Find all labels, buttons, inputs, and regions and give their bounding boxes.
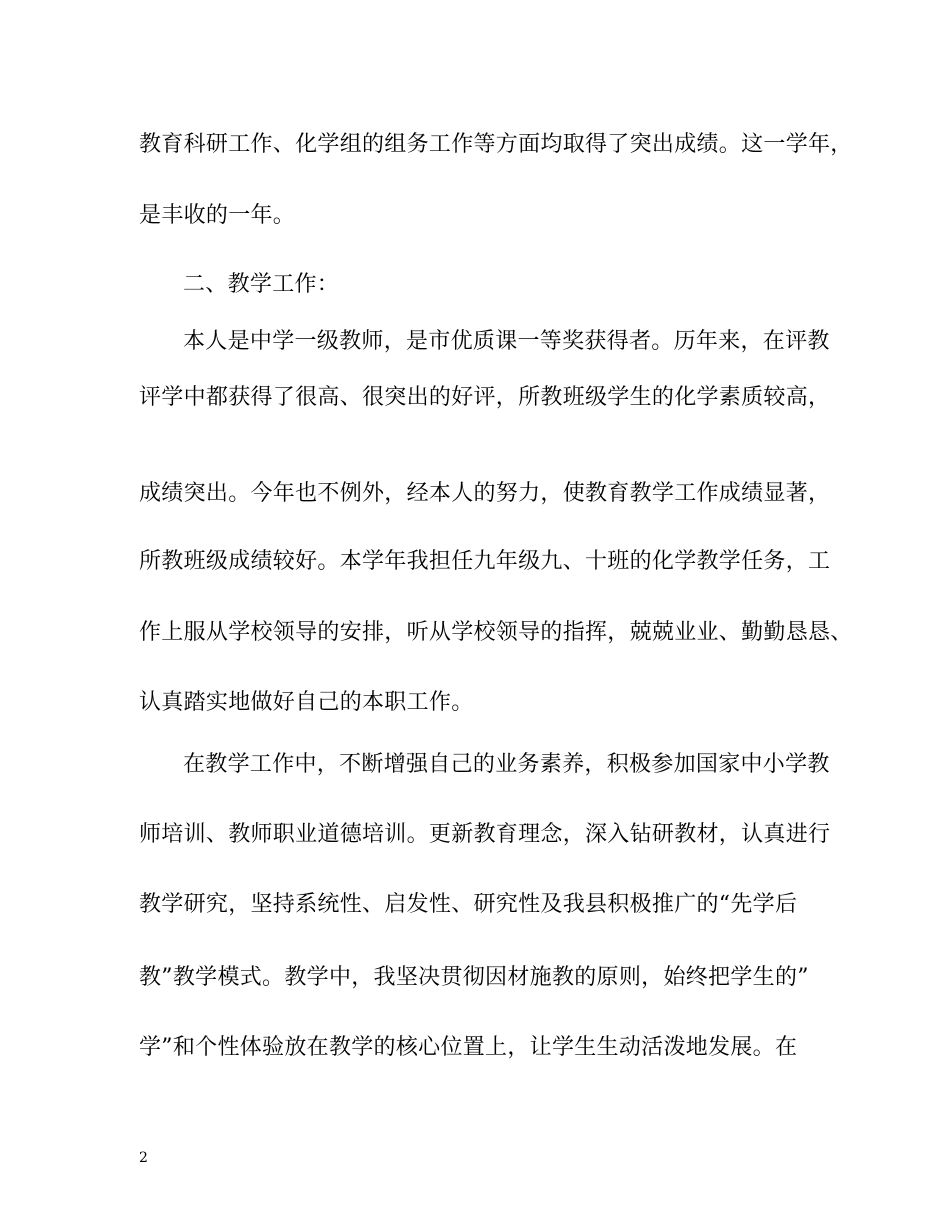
paragraph-line: 在教学工作中，不断增强自己的业务素养，积极参加国家中小学教 — [183, 752, 830, 777]
paragraph-line: 学”和个性体验放在教学的核心位置上，让学生生动活泼地发展。在 — [139, 1035, 798, 1060]
paragraph-line: 所教班级成绩较好。本学年我担任九年级九、十班的化学教学任务，工 — [139, 549, 831, 574]
paragraph-line: 教学研究，坚持系统性、启发性、研究性及我县积极推广的“先学后 — [139, 892, 798, 917]
paragraph-line: 作上服从学校领导的安排，听从学校领导的指挥，兢兢业业、勤勤恳恳、 — [139, 620, 853, 645]
paragraph-line: 师培训、教师职业道德培训。更新教育理念，深入钻研教材，认真进行 — [139, 822, 831, 847]
paragraph-line: 评学中都获得了很高、很突出的好评，所教班级学生的化学素质较高， — [139, 385, 831, 410]
paragraph-line: 教育科研工作、化学组的组务工作等方面均取得了突出成绩。这一学年， — [139, 132, 853, 157]
section-heading: 二、教学工作： — [183, 272, 340, 297]
paragraph-line: 认真踏实地做好自己的本职工作。 — [139, 690, 474, 715]
paragraph-line: 成绩突出。今年也不例外，经本人的努力，使教育教学工作成绩显著， — [139, 481, 831, 506]
paragraph-line: 本人是中学一级教师，是市优质课一等奖获得者。历年来，在评教 — [183, 329, 830, 354]
paragraph-line: 是丰收的一年。 — [139, 203, 296, 228]
page-number: 2 — [139, 1150, 148, 1166]
paragraph-line: 教”教学模式。教学中，我坚决贯彻因材施教的原则，始终把学生的” — [139, 965, 809, 990]
